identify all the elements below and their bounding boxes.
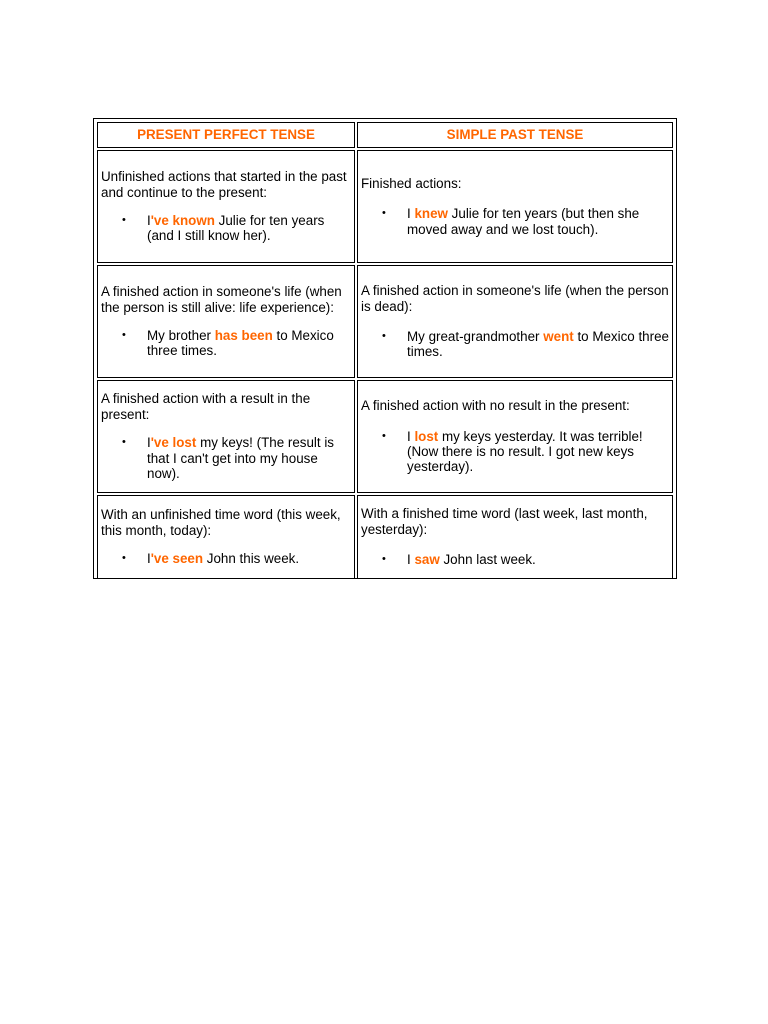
- example-list: [361, 329, 669, 360]
- rule-description: A finished action with no result in the present:: [361, 398, 630, 414]
- simple-past-cell: [357, 150, 673, 263]
- table-row: [97, 150, 673, 263]
- example-list: [361, 552, 669, 567]
- example-before: I: [407, 552, 415, 568]
- rule-description: Finished actions:: [361, 175, 462, 191]
- example-verb: 've seen: [150, 551, 204, 567]
- example-after: to Mexico three times.: [147, 328, 334, 359]
- example-before: I: [407, 206, 415, 222]
- example-before: I: [147, 435, 151, 451]
- example-verb: knew: [414, 206, 448, 222]
- rule-description: A finished action with a result in the present:: [101, 391, 311, 422]
- example-list: [101, 551, 351, 566]
- example-sentence: [147, 213, 351, 244]
- header-simple-past: SIMPLE PAST TENSE: [357, 122, 673, 148]
- example-after: John this week.: [203, 551, 300, 567]
- example-after: to Mexico three times.: [407, 329, 669, 360]
- example-sentence: [407, 429, 669, 475]
- example-list: [101, 435, 351, 481]
- rule-description: With an unfinished time word (this week, this month, today):: [101, 507, 341, 538]
- example-after: my keys! (The result is that I can't get into my house now).: [147, 435, 334, 482]
- example-verb: saw: [414, 552, 440, 568]
- example-list: [101, 328, 351, 359]
- example-sentence: [407, 552, 669, 567]
- example-list: [361, 429, 669, 475]
- example-before: I: [407, 428, 415, 444]
- example-list: [361, 206, 669, 237]
- example-sentence: [147, 551, 351, 566]
- present-perfect-cell: [97, 495, 355, 579]
- example-after: Julie for ten years (and I still know her).: [147, 213, 325, 244]
- simple-past-cell: [357, 380, 673, 493]
- example-sentence: [147, 435, 351, 481]
- present-perfect-cell: [97, 265, 355, 378]
- example-list: [101, 213, 351, 244]
- example-verb: 've known: [150, 213, 215, 228]
- example-after: Julie for ten years (but then she moved away and we lost touch).: [407, 206, 640, 237]
- example-sentence: [407, 206, 669, 237]
- example-before: My great-grandmother: [407, 329, 544, 344]
- simple-past-cell: [357, 265, 673, 378]
- tense-comparison-table: [93, 118, 677, 579]
- example-sentence: [407, 329, 669, 360]
- rule-description: A finished action in someone's life (when the person is dead):: [361, 283, 669, 314]
- table-row: [97, 380, 673, 493]
- table-row: [97, 265, 673, 378]
- example-before: I: [147, 551, 151, 567]
- example-verb: lost: [414, 428, 439, 444]
- rule-description: Unfinished actions that started in the past and continue to the present:: [101, 169, 347, 200]
- example-verb: has been: [214, 328, 273, 343]
- rule-description: A finished action in someone's life (when the person is still alive: life experience):: [101, 284, 342, 315]
- present-perfect-cell: [97, 150, 355, 263]
- example-before: I: [147, 213, 151, 228]
- example-after: John last week.: [439, 552, 536, 568]
- header-present-perfect: PRESENT PERFECT TENSE: [97, 122, 355, 148]
- header-row: [97, 122, 673, 148]
- present-perfect-cell: [97, 380, 355, 493]
- tense-table-grid: [95, 120, 675, 581]
- table-row: [97, 495, 673, 579]
- example-verb: went: [543, 329, 574, 344]
- rule-description: With a finished time word (last week, last month, yesterday):: [361, 506, 648, 537]
- example-verb: 've lost: [150, 435, 197, 451]
- simple-past-cell: [357, 495, 673, 579]
- example-after: my keys yesterday. It was terrible! (Now there is no result. I got new keys yesterday).: [407, 428, 643, 475]
- example-sentence: [147, 328, 351, 359]
- example-before: My brother: [147, 328, 215, 343]
